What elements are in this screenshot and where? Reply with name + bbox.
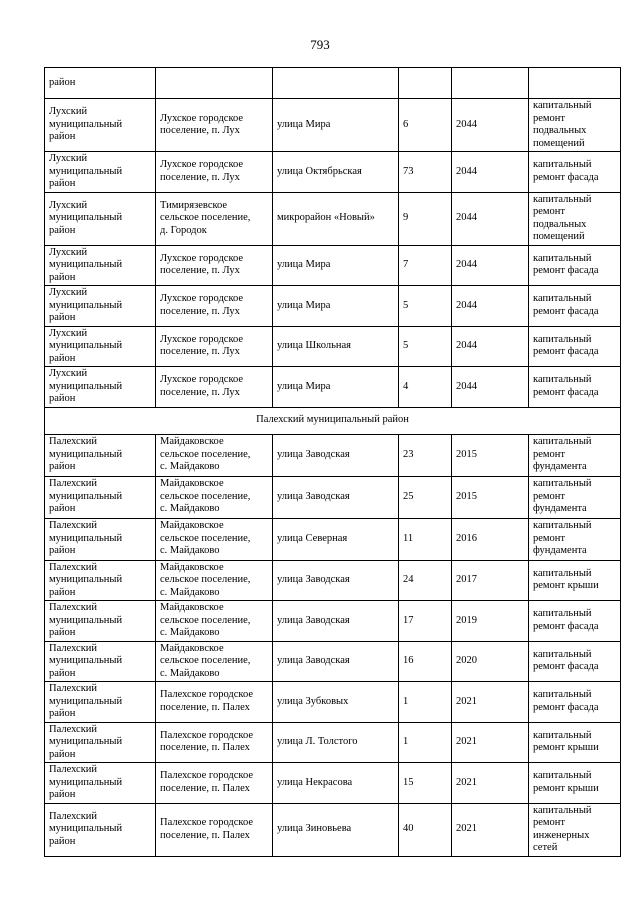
house-number-cell: 25 <box>399 476 452 518</box>
table-row <box>45 192 621 245</box>
year-cell: 2021 <box>452 682 529 723</box>
street-cell: улица Некрасова <box>273 763 399 804</box>
settlement-cell: Майдаковское сельское поселение, с. Майдаково <box>156 476 273 518</box>
district-cell: Лухский муниципальный район <box>45 99 156 152</box>
settlement-cell: Палехское городское поселение, п. Палех <box>156 682 273 723</box>
district-cell: Палехский муниципальный район <box>45 763 156 804</box>
year-cell: 2044 <box>452 367 529 408</box>
settlement-cell: Лухское городское поселение, п. Лух <box>156 152 273 193</box>
house-number-cell: 6 <box>399 99 452 152</box>
work-type-cell: капитальный ремонт фасада <box>529 326 621 367</box>
street-cell: улица Мира <box>273 245 399 286</box>
table-row <box>45 601 621 642</box>
settlement-cell: Тимирязевское сельское поселение, д. Городок <box>156 192 273 245</box>
settlement-cell: Лухское городское поселение, п. Лух <box>156 245 273 286</box>
section-header-row <box>45 407 621 434</box>
table-row <box>45 367 621 408</box>
district-cell: Палехский муниципальный район <box>45 601 156 642</box>
district-cell: Лухский муниципальный район <box>45 152 156 193</box>
street-cell: улица Л. Толстого <box>273 722 399 763</box>
work-type-cell: капитальный ремонт фасада <box>529 601 621 642</box>
street-cell: улица Заводская <box>273 476 399 518</box>
street-cell: улица Заводская <box>273 434 399 476</box>
year-cell: 2015 <box>452 434 529 476</box>
work-type-cell: капитальный ремонт фасада <box>529 682 621 723</box>
house-number-cell: 9 <box>399 192 452 245</box>
settlement-cell <box>156 68 273 99</box>
table-row <box>45 68 621 99</box>
year-cell: 2044 <box>452 245 529 286</box>
district-cell: Лухский муниципальный район <box>45 367 156 408</box>
settlement-cell: Палехское городское поселение, п. Палех <box>156 803 273 856</box>
house-number-cell: 1 <box>399 722 452 763</box>
house-number-cell: 24 <box>399 560 452 601</box>
district-cell: Палехский муниципальный район <box>45 722 156 763</box>
work-type-cell: капитальный ремонт фасада <box>529 152 621 193</box>
district-cell: Палехский муниципальный район <box>45 434 156 476</box>
table-row <box>45 152 621 193</box>
work-type-cell <box>529 68 621 99</box>
work-type-cell: капитальный ремонт подвальных помещений <box>529 192 621 245</box>
year-cell: 2017 <box>452 560 529 601</box>
settlement-cell: Майдаковское сельское поселение, с. Майдаково <box>156 560 273 601</box>
street-cell: улица Зиновьева <box>273 803 399 856</box>
settlement-cell: Палехское городское поселение, п. Палех <box>156 722 273 763</box>
work-type-cell: капитальный ремонт фундамента <box>529 476 621 518</box>
year-cell: 2020 <box>452 641 529 682</box>
table-row <box>45 682 621 723</box>
year-cell: 2019 <box>452 601 529 642</box>
street-cell: улица Заводская <box>273 601 399 642</box>
settlement-cell: Лухское городское поселение, п. Лух <box>156 99 273 152</box>
house-number-cell: 4 <box>399 367 452 408</box>
district-cell: Лухский муниципальный район <box>45 192 156 245</box>
street-cell: улица Мира <box>273 99 399 152</box>
table-row <box>45 803 621 856</box>
table-row <box>45 722 621 763</box>
settlement-cell: Лухское городское поселение, п. Лух <box>156 326 273 367</box>
district-cell: Палехский муниципальный район <box>45 560 156 601</box>
year-cell: 2044 <box>452 99 529 152</box>
street-cell: улица Мира <box>273 367 399 408</box>
work-type-cell: капитальный ремонт фасада <box>529 367 621 408</box>
work-type-cell: капитальный ремонт крыши <box>529 560 621 601</box>
table-row <box>45 763 621 804</box>
district-cell: Лухский муниципальный район <box>45 326 156 367</box>
house-number-cell: 11 <box>399 518 452 560</box>
street-cell: улица Северная <box>273 518 399 560</box>
district-cell: Лухский муниципальный район <box>45 286 156 327</box>
work-type-cell: капитальный ремонт фасада <box>529 245 621 286</box>
street-cell: микрорайон «Новый» <box>273 192 399 245</box>
table-row <box>45 641 621 682</box>
year-cell: 2021 <box>452 722 529 763</box>
settlement-cell: Майдаковское сельское поселение, с. Майдаково <box>156 434 273 476</box>
table-row <box>45 434 621 476</box>
year-cell: 2021 <box>452 803 529 856</box>
year-cell: 2044 <box>452 286 529 327</box>
house-number-cell: 1 <box>399 682 452 723</box>
settlement-cell: Лухское городское поселение, п. Лух <box>156 367 273 408</box>
year-cell: 2044 <box>452 152 529 193</box>
house-number-cell: 17 <box>399 601 452 642</box>
work-type-cell: капитальный ремонт фундамента <box>529 518 621 560</box>
table-body <box>45 68 621 857</box>
year-cell: 2016 <box>452 518 529 560</box>
work-type-cell: капитальный ремонт подвальных помещений <box>529 99 621 152</box>
table-row <box>45 326 621 367</box>
settlement-cell: Лухское городское поселение, п. Лух <box>156 286 273 327</box>
district-cell: Палехский муниципальный район <box>45 682 156 723</box>
house-number-cell: 16 <box>399 641 452 682</box>
table-row <box>45 476 621 518</box>
year-cell: 2015 <box>452 476 529 518</box>
table-row <box>45 560 621 601</box>
settlement-cell: Майдаковское сельское поселение, с. Майдаково <box>156 641 273 682</box>
district-cell: Палехский муниципальный район <box>45 641 156 682</box>
district-cell: Палехский муниципальный район <box>45 518 156 560</box>
repair-schedule-table <box>44 67 621 857</box>
page-number: 793 <box>310 37 330 52</box>
house-number-cell <box>399 68 452 99</box>
settlement-cell: Палехское городское поселение, п. Палех <box>156 763 273 804</box>
settlement-cell: Майдаковское сельское поселение, с. Майдаково <box>156 518 273 560</box>
street-cell: улица Октябрьская <box>273 152 399 193</box>
year-cell <box>452 68 529 99</box>
street-cell <box>273 68 399 99</box>
work-type-cell: капитальный ремонт фундамента <box>529 434 621 476</box>
house-number-cell: 23 <box>399 434 452 476</box>
house-number-cell: 5 <box>399 326 452 367</box>
year-cell: 2044 <box>452 192 529 245</box>
district-cell: Палехский муниципальный район <box>45 476 156 518</box>
work-type-cell: капитальный ремонт фасада <box>529 286 621 327</box>
street-cell: улица Зубковых <box>273 682 399 723</box>
work-type-cell: капитальный ремонт крыши <box>529 763 621 804</box>
year-cell: 2044 <box>452 326 529 367</box>
house-number-cell: 40 <box>399 803 452 856</box>
work-type-cell: капитальный ремонт фасада <box>529 641 621 682</box>
work-type-cell: капитальный ремонт инженерных сетей <box>529 803 621 856</box>
street-cell: улица Заводская <box>273 560 399 601</box>
house-number-cell: 7 <box>399 245 452 286</box>
settlement-cell: Майдаковское сельское поселение, с. Майдаково <box>156 601 273 642</box>
street-cell: улица Мира <box>273 286 399 327</box>
district-cell: район <box>45 68 156 99</box>
house-number-cell: 15 <box>399 763 452 804</box>
street-cell: улица Школьная <box>273 326 399 367</box>
table-row <box>45 286 621 327</box>
section-title: Палехский муниципальный район <box>45 407 621 434</box>
district-cell: Палехский муниципальный район <box>45 803 156 856</box>
house-number-cell: 5 <box>399 286 452 327</box>
work-type-cell: капитальный ремонт крыши <box>529 722 621 763</box>
street-cell: улица Заводская <box>273 641 399 682</box>
year-cell: 2021 <box>452 763 529 804</box>
house-number-cell: 73 <box>399 152 452 193</box>
table-row <box>45 99 621 152</box>
district-cell: Лухский муниципальный район <box>45 245 156 286</box>
table-row <box>45 245 621 286</box>
table-row <box>45 518 621 560</box>
